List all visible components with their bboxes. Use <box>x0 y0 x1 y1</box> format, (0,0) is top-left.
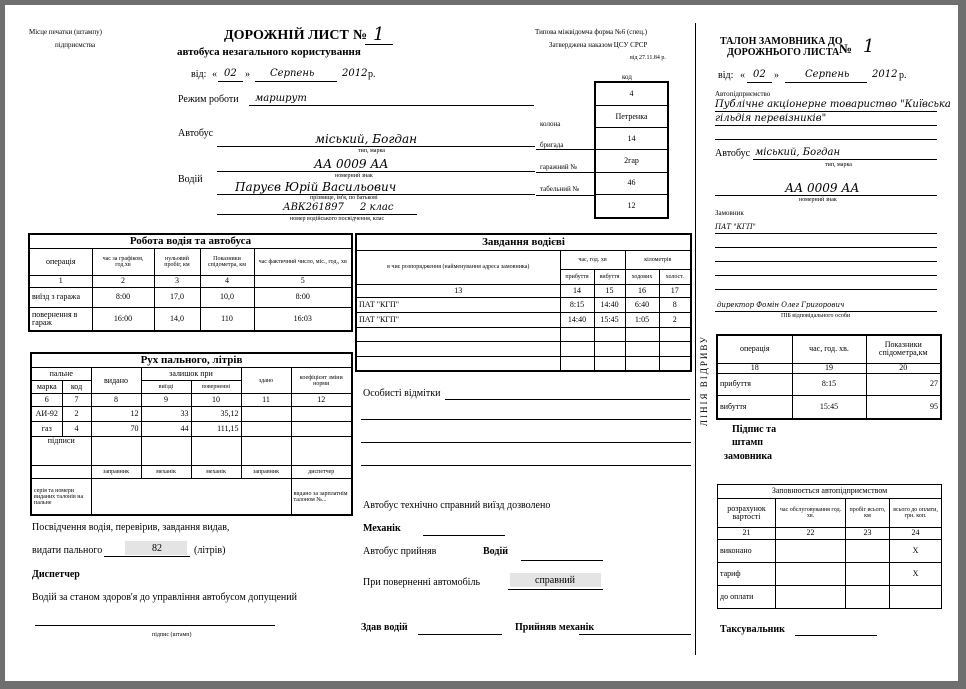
coupon-number: 1 <box>863 36 875 57</box>
table-row: ПАТ "КГП" 8:15 14:40 6:40 8 <box>356 298 691 313</box>
table-row: газ 4 70 44 111,15 <box>31 421 352 436</box>
accepted-label: Автобус прийняв <box>363 546 437 557</box>
table-row: прибуття 8:15 27 <box>717 373 941 395</box>
fuel-table-title: Рух пального, літрів <box>31 353 352 368</box>
coupon-customer: ПАТ "КГП" <box>715 223 756 231</box>
cut-line-label: ЛІНІЯ ВІДРИВУ <box>699 335 709 427</box>
bus-value: міський, Богдан <box>315 132 418 146</box>
code-value: 2гар <box>595 150 668 172</box>
table-row: виїзд з гаража 8:00 17,0 10,0 8:00 <box>29 287 352 307</box>
form-date-label: від 27.11.84 р. <box>630 55 666 61</box>
driver-value: Паруєв Юрій Васильович <box>235 180 397 194</box>
task-table: Завдання водієві в чиє розпорядження (найменування адреса замовника) час, год. хв кілометрів прибуття вибуття ходових холост. 13 14 15 16 17 ПАТ "КГП" 8:15 14:40 6:40 8 ПАТ "КГП" 14:40 15:45 1:05 2 <box>355 233 692 372</box>
coupon-title: ТАЛОН ЗАМОВНИКА ДО <box>720 36 843 47</box>
codes-table <box>594 81 669 219</box>
waybill-page: Місце печатки (штампу) підприємства ДОРОЖНІЙ ЛИСТ № 1 автобуса незагального користування Типова міжвідомча форма №6 (спец.) Затверджена наказом ЦСУ СРСР від 27.11.84 р. від: « 02 » Серпень 2012 р. Режим роботи маршрут Автобус міський, Богдан тип, марка АА 0009 АА номерний знак Водій Паруєв Юрій Васильович прізвище, ім'я, по батькові АВК261897 2 клас номер водійського посвідчення, клас код колона бригада гаражний № табельний № 4 Петренка 14 2гар 46 12 Робота водія та автобуса операція час за графіком, год.хв нульовий пробіг, км Показники спідометра, км час фактичний число, міс., год., хв 1 2 3 4 5 виїзд з гаража 8:00 17,0 10,0 8:00 повернення в гараж 16:00 14,0 110 16:03 Завдання водієві в чиє розпорядження (найменування адреса замовника) час, год. хв кілометрів прибуття вибуття ходових холост. 13 14 15 16 17 ПАТ "КГП" 8:15 14:40 6:40 8 ПАТ "КГП" 14:40 15:45 1:05 2 Рух пального, літрів пальне видано залишок при здано коефіцієнт зміни норми марка код виїзді поверненні 6 7 8 9 10 11 12 АИ-92 2 12 33 35,12 газ 4 70 44 111,15 підписи заправник механік механік заправник диспетчер серія та номери виданих талонів на пальне видано за зарплатнім талоном №... Особисті відмітки Автобус технічно справний виїзд дозволено Механік Автобус прийняв Водій При поверненні автомобіль справний Здав водій Прийняв механік Посвідчення водія, перевірив, завдання видав, видати пального 82 (літрів) Диспетчер Водій за станом здоров'я до управління автобусом допущений підпис (штамп) ЛІНІЯ ВІДРИВУ ТАЛОН ЗАМОВНИКА ДО ДОРОЖНЬОГО ЛИСТА № 1 від: « 02 » Серпень 2012 р. Автопідприємство Публічне акціонерне товариство "Київська гільдія перевізників" Автобус міський, Богдан тип, марка АА 0009 АА номерний знак Замовник ПАТ "КГП" директор Фомін Олег Григорович ПІБ відповідального особи операція час, год. хв. Показники спідометра,км 18 19 20 прибуття 8:15 27 вибуття 15:45 95 Підпис та штамп замовника Заповнюється автопідприємством розрахунок вартості час обслуговування год. хв. пробіг всього, км всього до оплати, грн. коп. 21 22 23 24 виконано Х тариф Х до оплати Таксувальник <box>5 5 958 681</box>
tech-ok-label: Автобус технічно справний виїзд дозволено <box>363 500 551 511</box>
taxer-label: Таксувальник <box>720 624 785 635</box>
stamp-label-2: підприємства <box>55 41 96 49</box>
accepted-mechanic-label: Прийняв механік <box>515 622 595 633</box>
table-row: ПАТ "КГП" 14:40 15:45 1:05 2 <box>356 312 691 327</box>
health-label: Водій за станом здоров'я до управління автобусом допущений <box>32 592 297 603</box>
dispatcher-label: Диспетчер <box>32 569 80 580</box>
mode-label: Режим роботи <box>178 94 239 105</box>
licence-number: АВК261897 <box>283 202 344 213</box>
table-row: вибуття 15:45 95 <box>717 395 941 419</box>
customer-signature-label: Підпис та <box>732 424 777 435</box>
driver-label: Водій <box>178 174 203 185</box>
coupon-director: директор Фомін Олег Григорович <box>717 301 845 309</box>
issue-line: Посвідчення водія, перевірив, завдання видав, <box>32 522 230 533</box>
coupon-plate: АА 0009 АА <box>785 181 860 195</box>
code-value: 46 <box>595 172 668 194</box>
date-month: Серпень <box>270 68 315 79</box>
fuel-table: Рух пального, літрів пальне видано залишок при здано коефіцієнт зміни норми марка код виїзді поверненні 6 7 8 9 10 11 12 АИ-92 2 12 33 35,12 газ 4 70 44 111,15 підписи заправник механік механік заправник диспетчер серія та номери виданих талонів на пальне видано за зарплатнім талоном №... <box>30 352 353 516</box>
mechanic-label: Механік <box>363 523 401 534</box>
bus-label: Автобус <box>178 128 214 139</box>
fuel-issue-label: видати пального <box>32 545 103 556</box>
coupon-day: 02 <box>753 69 766 80</box>
table-row: повернення в гараж 16:00 14,0 110 16:03 <box>29 307 352 331</box>
personal-notes-label: Особисті відмітки <box>363 388 441 399</box>
fuel-issue-value: 82 <box>152 543 162 554</box>
billing-table: Заповнюється автопідприємством розрахунок вартості час обслуговування год. хв. пробіг всього, км всього до оплати, грн. коп. 21 22 23 24 виконано Х тариф Х до оплати <box>717 484 942 609</box>
table-row: до оплати <box>718 585 942 608</box>
driver-sign-label: Водій <box>483 546 508 557</box>
code-value: 14 <box>595 128 668 150</box>
table-row: виконано Х <box>718 539 942 562</box>
date-year: 2012 <box>342 68 368 79</box>
form-type-label: Типова міжвідомча форма №6 (спец.) <box>535 28 648 36</box>
table-row <box>356 342 691 357</box>
document-subtitle: автобуса незагального користування <box>177 46 361 58</box>
work-table: Робота водія та автобуса операція час за графіком, год.хв нульовий пробіг, км Показники спідометра, км час фактичний число, міс., год., хв 1 2 3 4 5 виїзд з гаража 8:00 17,0 10,0 8:00 повернення в гараж 16:00 14,0 110 16:03 <box>28 233 353 332</box>
stamp-label: Місце печатки (штампу) <box>29 28 102 36</box>
coupon-table: операція час, год. хв. Показники спідометра,км 18 19 20 прибуття 8:15 27 вибуття 15:45 95 <box>716 334 942 420</box>
coupon-year: 2012 <box>872 69 898 80</box>
on-return-label: При поверненні автомобіль <box>363 577 481 588</box>
plate-value: АА 0009 АА <box>314 157 389 171</box>
date-day: 02 <box>224 68 237 79</box>
mode-value: маршрут <box>255 93 307 104</box>
task-table-title: Завдання водієві <box>356 234 691 251</box>
table-row: АИ-92 2 12 33 35,12 <box>31 406 352 421</box>
handed-driver-label: Здав водій <box>361 622 408 633</box>
licence-class: 2 клас <box>360 202 394 213</box>
document-number: 1 <box>373 24 385 45</box>
table-row <box>356 356 691 371</box>
coupon-company: Публічне акціонерне товариство "Київська <box>715 99 951 110</box>
document-title: ДОРОЖНІЙ ЛИСТ <box>224 28 349 43</box>
codes-header: код <box>622 73 632 81</box>
number-sign: № <box>353 28 368 43</box>
code-value: Петренка <box>595 105 668 127</box>
return-state-value: справний <box>535 575 576 586</box>
coupon-month: Серпень <box>805 69 850 80</box>
form-approved-label: Затверджена наказом ЦСУ СРСР <box>549 41 648 49</box>
code-value: 12 <box>595 194 668 218</box>
code-value: 4 <box>595 82 668 105</box>
table-row <box>356 327 691 342</box>
coupon-bus-value: міський, Богдан <box>755 147 841 158</box>
work-table-title: Робота водія та автобуса <box>29 234 352 248</box>
table-row: тариф Х <box>718 562 942 585</box>
